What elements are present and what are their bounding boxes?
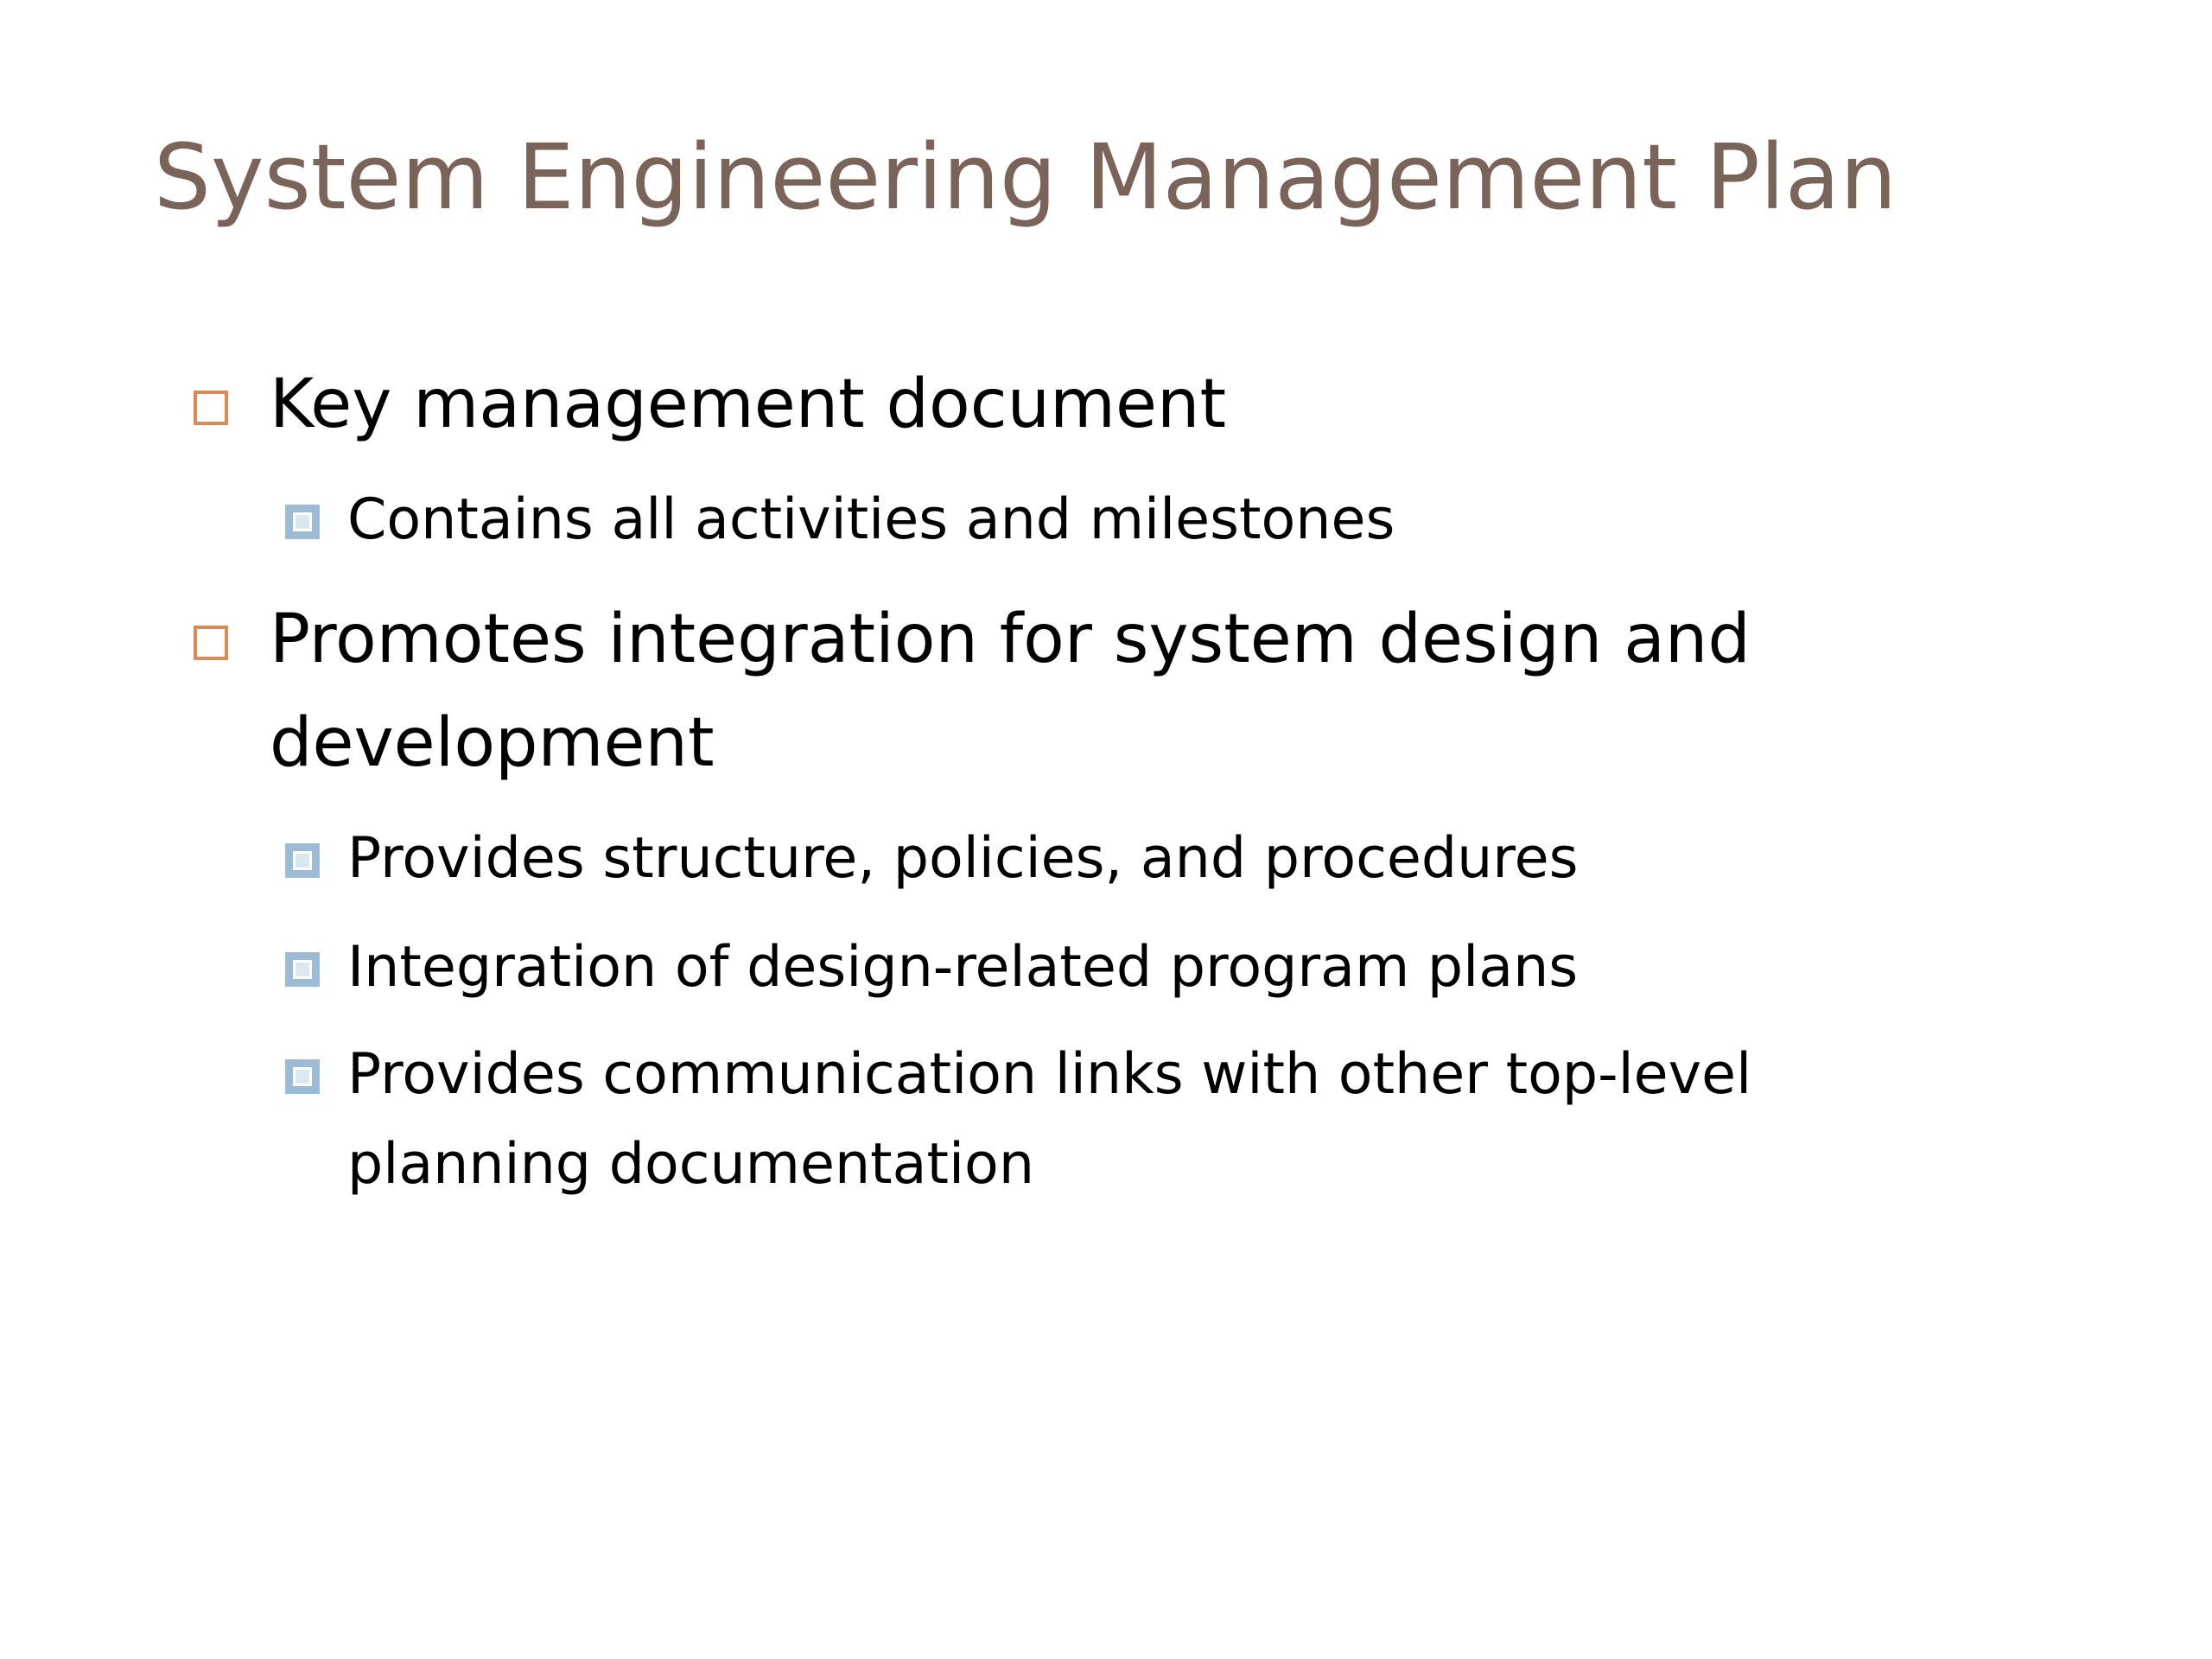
bullet-text: Promotes integration for system design and development	[270, 601, 1751, 782]
sub-bullet-item	[347, 475, 1989, 565]
sub-bullet-text: Provides communication links with other top-level planning documentation	[347, 1042, 1752, 1197]
filled-square-bullet-icon	[285, 1059, 320, 1094]
hollow-square-bullet-icon	[194, 391, 228, 425]
bullet-item	[270, 588, 1998, 795]
sub-bullet-item	[347, 923, 1989, 1013]
filled-square-bullet-icon	[285, 505, 320, 539]
bullet-text: Key management document	[270, 365, 1227, 443]
slide-title: System Engineering Management Plan	[154, 124, 1897, 230]
sub-bullet-item	[347, 814, 1989, 904]
sub-bullet-item	[347, 1030, 1989, 1210]
bullet-item	[270, 353, 1998, 456]
filled-square-bullet-icon	[285, 952, 320, 987]
sub-bullet-text: Provides structure, policies, and procedures	[347, 826, 1579, 891]
sub-bullet-text: Integration of design-related program plans	[347, 935, 1579, 1000]
hollow-square-bullet-icon	[194, 626, 228, 660]
sub-bullet-text: Contains all activities and milestones	[347, 487, 1395, 552]
filled-square-bullet-icon	[285, 843, 320, 878]
